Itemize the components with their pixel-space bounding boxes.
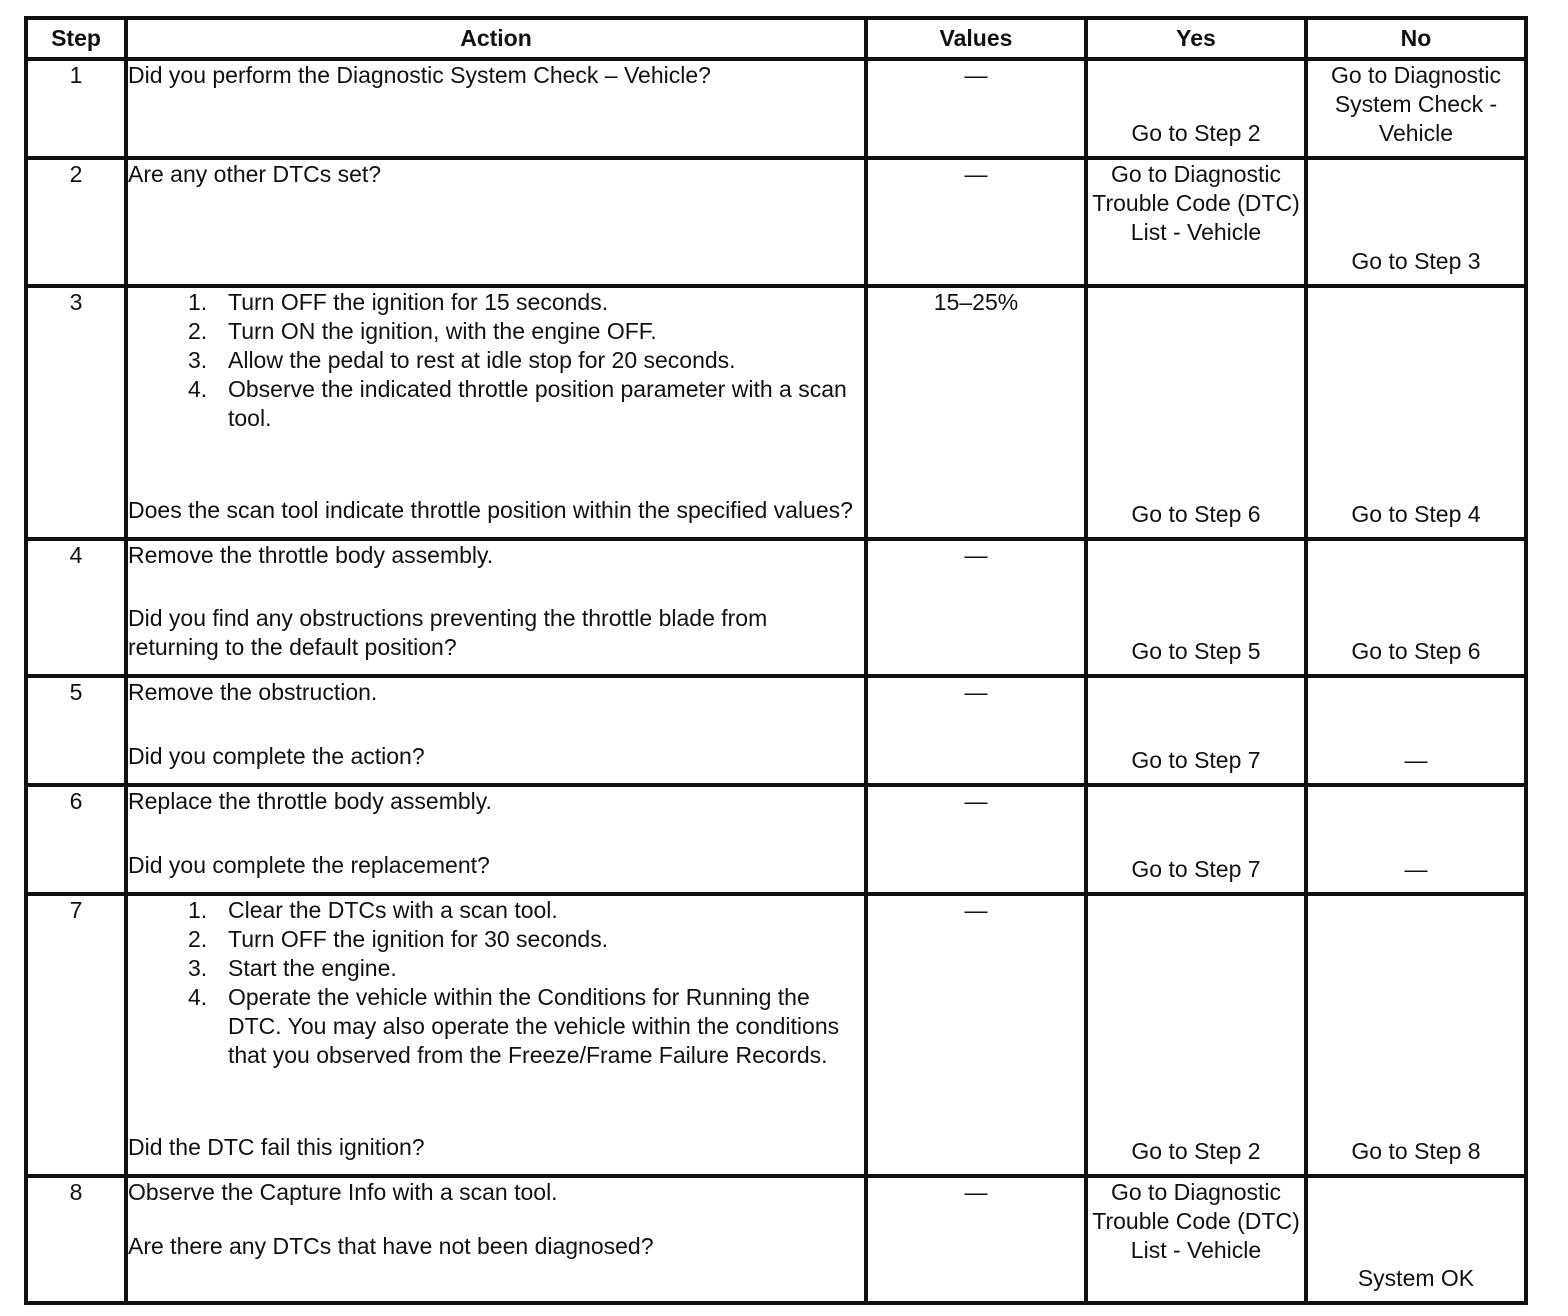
header-action: Action xyxy=(126,18,866,59)
no-cell xyxy=(1306,676,1526,785)
header-row xyxy=(26,18,1526,59)
action-question: Did you find any obstructions preventing the throttle blade from returning to the default position? xyxy=(128,605,768,660)
step-number: 2 xyxy=(26,158,126,286)
no-link[interactable]: Go to Step 8 xyxy=(1351,1138,1481,1164)
no-cell xyxy=(1306,59,1526,158)
table-row xyxy=(26,59,1526,158)
step-number: 1 xyxy=(26,59,126,158)
action-question: Did you complete the replacement? xyxy=(128,852,490,878)
yes-cell xyxy=(1086,1176,1306,1303)
no-cell xyxy=(1306,286,1526,539)
action-question: Did the DTC fail this ignition? xyxy=(128,1134,425,1160)
action-cell xyxy=(126,286,866,539)
no-link[interactable]: Go to Step 3 xyxy=(1351,248,1481,274)
yes-link[interactable]: Go to Step 2 xyxy=(1131,1138,1261,1164)
action-text: Remove the throttle body assembly. xyxy=(128,542,494,568)
diagnostic-table xyxy=(24,16,1528,1305)
no-link[interactable]: Go to Step 6 xyxy=(1351,638,1481,664)
table-row xyxy=(26,158,1526,286)
values-cell: — xyxy=(866,676,1086,785)
action-text: Did you perform the Diagnostic System Check – Vehicle? xyxy=(128,62,711,88)
no-cell xyxy=(1306,894,1526,1176)
step-number: 7 xyxy=(26,894,126,1176)
no-link[interactable]: Go to Step 4 xyxy=(1351,501,1481,527)
table-row xyxy=(26,894,1526,1176)
header-yes: Yes xyxy=(1086,18,1306,59)
yes-cell xyxy=(1086,894,1306,1176)
yes-link[interactable]: Go to Step 7 xyxy=(1131,747,1261,773)
yes-cell xyxy=(1086,158,1306,286)
action-text: Remove the obstruction. xyxy=(128,679,378,705)
list-item: 4. Observe the indicated throttle position parameter with a scan tool. xyxy=(188,376,847,431)
action-steps-list xyxy=(128,288,864,433)
values-cell: — xyxy=(866,158,1086,286)
values-cell: — xyxy=(866,539,1086,676)
action-text: Are any other DTCs set? xyxy=(128,161,382,187)
yes-cell xyxy=(1086,676,1306,785)
step-number: 5 xyxy=(26,676,126,785)
action-cell xyxy=(126,785,866,894)
no-link[interactable]: System OK xyxy=(1357,1265,1475,1291)
no-cell xyxy=(1306,1176,1526,1303)
no-dash: — xyxy=(1404,747,1428,773)
table-row xyxy=(26,286,1526,539)
no-link[interactable]: Go to Diagnostic System Check - Vehicle xyxy=(1330,62,1502,146)
action-text: Replace the throttle body assembly. xyxy=(128,788,492,814)
values-cell: — xyxy=(866,894,1086,1176)
action-cell xyxy=(126,539,866,676)
list-item: 2. Turn OFF the ignition for 30 seconds. xyxy=(188,926,609,952)
list-item: 3. Start the engine. xyxy=(188,955,397,981)
table-row xyxy=(26,785,1526,894)
step-number: 3 xyxy=(26,286,126,539)
values-cell: — xyxy=(866,785,1086,894)
yes-cell xyxy=(1086,59,1306,158)
yes-link[interactable]: Go to Diagnostic Trouble Code (DTC) List - Vehicle xyxy=(1092,161,1300,245)
action-cell xyxy=(126,158,866,286)
yes-link[interactable]: Go to Step 2 xyxy=(1131,120,1261,146)
header-step: Step xyxy=(26,18,126,59)
list-item: 1. Clear the DTCs with a scan tool. xyxy=(188,897,558,923)
list-item: 1. Turn OFF the ignition for 15 seconds. xyxy=(188,289,609,315)
action-question: Did you complete the action? xyxy=(128,743,425,769)
action-cell xyxy=(126,59,866,158)
yes-cell xyxy=(1086,785,1306,894)
action-text: Observe the Capture Info with a scan tool. xyxy=(128,1179,558,1205)
table-row xyxy=(26,539,1526,676)
list-item: 4. Operate the vehicle within the Conditions for Running the DTC. You may also operate the vehicle within the conditions that you observed from the Freeze/Frame Failure Records. xyxy=(188,984,840,1068)
step-number: 6 xyxy=(26,785,126,894)
action-question: Does the scan tool indicate throttle position within the specified values? xyxy=(128,497,853,523)
yes-link[interactable]: Go to Step 7 xyxy=(1131,856,1261,882)
yes-link[interactable]: Go to Step 5 xyxy=(1131,638,1261,664)
header-no: No xyxy=(1306,18,1526,59)
table-row xyxy=(26,676,1526,785)
no-cell xyxy=(1306,539,1526,676)
step-number: 4 xyxy=(26,539,126,676)
action-question: Are there any DTCs that have not been diagnosed? xyxy=(128,1233,654,1259)
header-values: Values xyxy=(866,18,1086,59)
list-item: 3. Allow the pedal to rest at idle stop for 20 seconds. xyxy=(188,347,736,373)
yes-cell xyxy=(1086,286,1306,539)
step-number: 8 xyxy=(26,1176,126,1303)
yes-link[interactable]: Go to Step 6 xyxy=(1131,501,1261,527)
action-cell xyxy=(126,894,866,1176)
action-cell xyxy=(126,676,866,785)
list-item: 2. Turn ON the ignition, with the engine OFF. xyxy=(188,318,657,344)
action-cell xyxy=(126,1176,866,1303)
no-cell xyxy=(1306,158,1526,286)
yes-cell xyxy=(1086,539,1306,676)
diagnostic-table-page xyxy=(24,16,1528,1305)
yes-link[interactable]: Go to Diagnostic Trouble Code (DTC) List - Vehicle xyxy=(1092,1179,1300,1263)
values-cell: — xyxy=(866,1176,1086,1303)
no-dash: — xyxy=(1404,856,1428,882)
table-row xyxy=(26,1176,1526,1303)
values-cell: 15–25% xyxy=(866,286,1086,539)
action-steps-list xyxy=(128,896,864,1070)
values-cell: — xyxy=(866,59,1086,158)
no-cell xyxy=(1306,785,1526,894)
